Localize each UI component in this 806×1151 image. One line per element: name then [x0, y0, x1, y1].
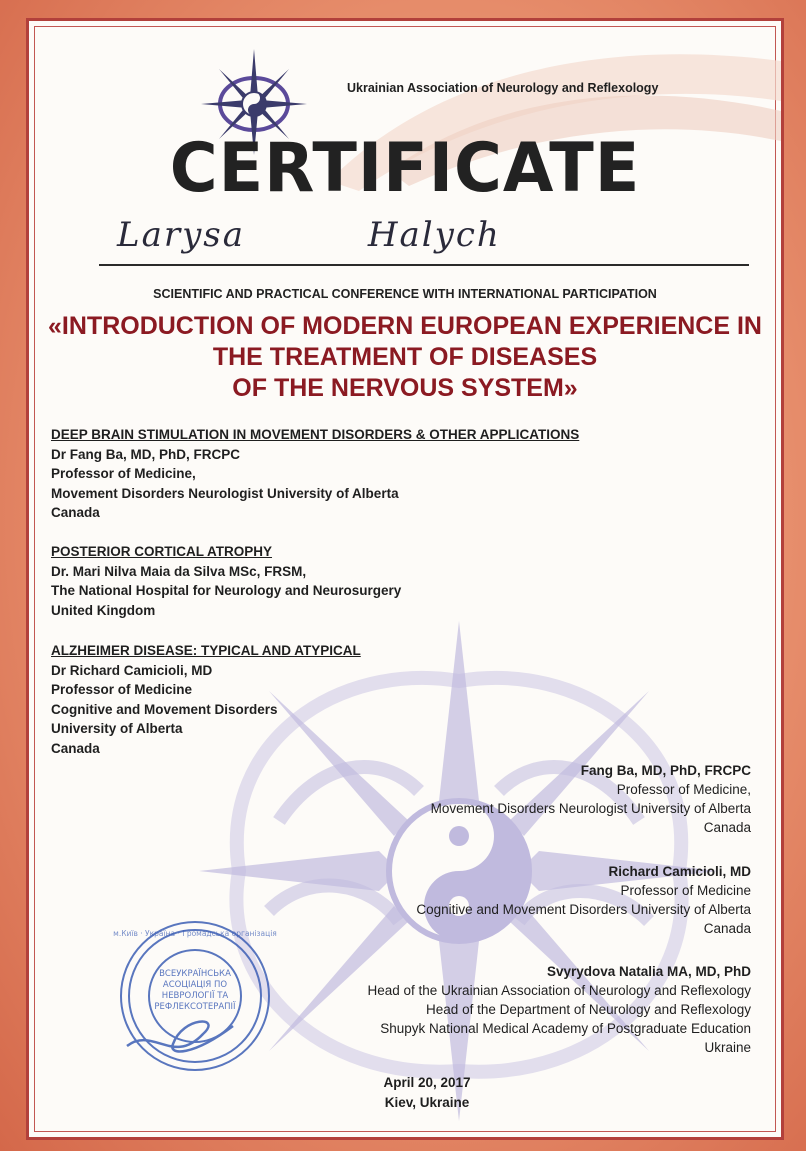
- lecture-line: Movement Disorders Neurologist University of Alberta: [51, 485, 399, 501]
- recipient-underline: [99, 264, 749, 266]
- conference-title: [29, 311, 781, 404]
- lecture-line: Professor of Medicine,: [51, 466, 196, 481]
- lecture-line: Cognitive and Movement Disorders: [51, 701, 278, 717]
- lecture-topic: DEEP BRAIN STIMULATION IN MOVEMENT DISORDERS & OTHER APPLICATIONS: [51, 427, 580, 442]
- certificate-paper: [26, 18, 784, 1140]
- signatory-line: Professor of Medicine: [620, 883, 751, 898]
- recipient-last-name: Halych: [367, 215, 501, 255]
- signatory-block: [416, 862, 751, 938]
- recipient-name: [117, 215, 501, 255]
- signatory-line: Canada: [703, 921, 751, 936]
- conference-title-line: THE TREATMENT OF DISEASES: [212, 343, 598, 371]
- signatory-block: [431, 761, 751, 837]
- recipient-first-name: Larysa: [117, 215, 246, 255]
- lecture-topic: ALZHEIMER DISEASE: TYPICAL AND ATYPICAL: [51, 643, 361, 658]
- official-stamp-icon: [113, 916, 277, 1076]
- lecture-block: [51, 542, 401, 620]
- certificate-title: CERTIFICATE: [169, 129, 641, 208]
- issue-date: April 20, 2017: [383, 1075, 471, 1090]
- lecture-line: Canada: [51, 505, 100, 520]
- conference-title-line: «INTRODUCTION OF MODERN EUROPEAN EXPERIENCE IN: [48, 312, 762, 340]
- signatory-line: Canada: [703, 820, 751, 835]
- conference-subtitle: SCIENTIFIC AND PRACTICAL CONFERENCE WITH INTERNATIONAL PARTICIPATION: [153, 287, 657, 301]
- issue-place: Kiev, Ukraine: [384, 1095, 470, 1110]
- lecture-block: [51, 641, 361, 758]
- signatory-line: Shupyk National Medical Academy of Postgraduate Education: [380, 1021, 751, 1036]
- lecture-line: Dr Richard Camicioli, MD: [51, 662, 213, 678]
- lecture-line: University of Alberta: [51, 721, 183, 736]
- svg-text:ВСЕУКРАЇНСЬКА: ВСЕУКРАЇНСЬКА: [159, 969, 231, 979]
- svg-text:РЕФЛЕКСОТЕРАПІЇ: РЕФЛЕКСОТЕРАПІЇ: [154, 1002, 236, 1012]
- lecture-block: [51, 425, 579, 523]
- lecture-line: Dr. Mari Nilva Maia da Silva MSc, FRSM,: [51, 563, 307, 579]
- lecture-line: Canada: [51, 740, 100, 756]
- signatory-line: Ukraine: [704, 1040, 751, 1055]
- lecture-line: The National Hospital for Neurology and Neurosurgery: [51, 583, 402, 598]
- lecture-line: United Kingdom: [51, 602, 156, 618]
- signatory-line: Head of the Department of Neurology and Reflexology: [426, 1002, 751, 1017]
- conference-title-line: OF THE NERVOUS SYSTEM»: [232, 374, 578, 402]
- svg-text:АСОЦІАЦІЯ ПО: АСОЦІАЦІЯ ПО: [162, 980, 228, 990]
- organization-name: Ukrainian Association of Neurology and Reflexology: [347, 81, 659, 95]
- signatory-line: Professor of Medicine,: [616, 782, 751, 797]
- signatory-name: Svyrydova Natalia MA, MD, PhD: [546, 964, 751, 979]
- lecture-line: Dr Fang Ba, MD, PhD, FRCPC: [51, 446, 241, 462]
- signatory-name: Fang Ba, MD, PhD, FRCPC: [580, 763, 751, 778]
- signatory-block: [368, 962, 751, 1057]
- lecture-line: Professor of Medicine: [51, 682, 193, 697]
- signatory-line: Cognitive and Movement Disorders University of Alberta: [416, 902, 751, 917]
- signatory-line: Movement Disorders Neurologist University of Alberta: [430, 801, 751, 816]
- svg-text:НЕВРОЛОГІЇ ТА: НЕВРОЛОГІЇ ТА: [161, 991, 229, 1001]
- signatory-line: Head of the Ukrainian Association of Neurology and Reflexology: [367, 983, 751, 998]
- footer: [29, 1073, 781, 1113]
- lecture-topic: POSTERIOR CORTICAL ATROPHY: [51, 544, 273, 559]
- svg-text:м.Київ · Україна · Громадська: м.Київ · Україна · Громадська організація: [113, 929, 277, 938]
- signatory-name: Richard Camicioli, MD: [608, 864, 751, 879]
